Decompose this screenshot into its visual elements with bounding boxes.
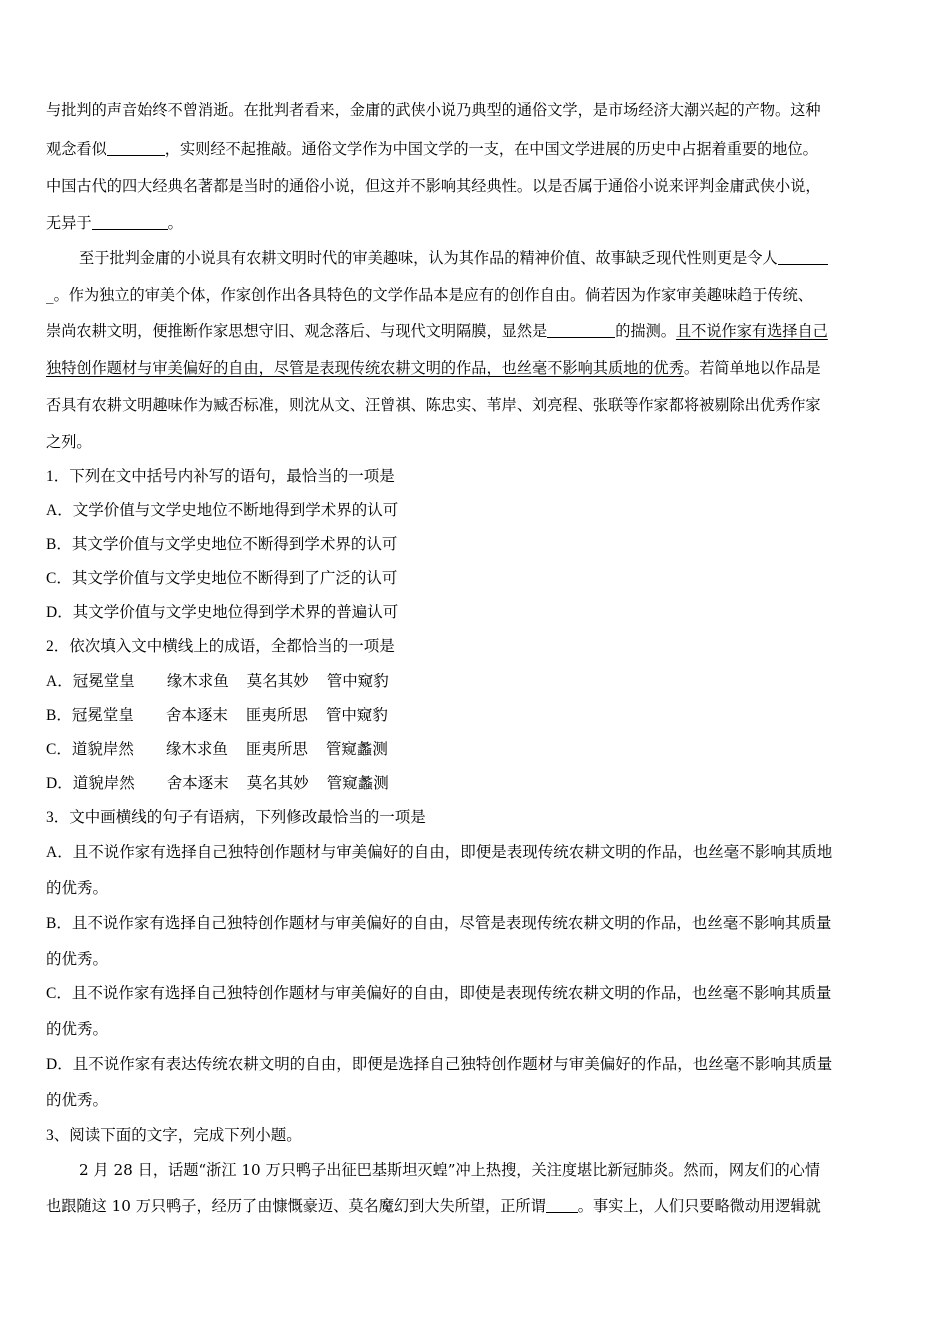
answer-option-cont: 的优秀。 <box>46 1021 109 1038</box>
passage-text: 。 <box>167 214 183 232</box>
passage-text: 无异于 <box>46 214 92 232</box>
fill-blank <box>546 1198 578 1213</box>
answer-option-cont: 的优秀。 <box>46 880 109 897</box>
passage-line: _。作为独立的审美个体，作家创作出各具特色的文学作品本是应有的创作自由。倘若因为作家审美趣味趋于传统、 <box>46 286 813 304</box>
passage-line <box>46 321 828 341</box>
underlined-sentence: 独特创作题材与审美偏好的自由，尽管是表现传统农耕文明的作品，也丝毫不影响其质地的优秀 <box>46 359 684 377</box>
idiom: 舍本逐末 <box>166 775 229 792</box>
passage-line <box>46 139 818 159</box>
passage-line: 否具有农耕文明趣味作为臧否标准，则沈从文、汪曾祺、陈忠实、苇岸、刘亮程、张联等作家都将被剔除出优秀作家 <box>46 396 821 414</box>
idiom: 莫名其妙 <box>246 673 309 690</box>
idiom: A．冠冕堂皇 <box>46 673 135 690</box>
passage-text: 的揣测。 <box>615 322 676 340</box>
passage-line: 与批判的声音始终不曾消逝。在批判者看来，金庸的武侠小说乃典型的通俗文学，是市场经济大潮兴起的产物。这种 <box>46 101 821 119</box>
answer-option: A．且不说作家有选择自己独特创作题材与审美偏好的自由，即便是表现传统农耕文明的作品，也丝毫不影响其质地 <box>46 844 833 861</box>
passage-line: 中国古代的四大经典名著都是当时的通俗小说，但这并不影响其经典性。以是否属于通俗小说来评判金庸武侠小说， <box>46 177 821 195</box>
answer-option <box>46 740 388 760</box>
passage-line <box>46 1196 821 1216</box>
passage-line <box>46 358 821 378</box>
fill-blank <box>778 250 828 265</box>
answer-option <box>46 672 389 692</box>
passage-text: 。若简单地以作品是 <box>683 359 821 377</box>
answer-option: B．其文学价值与文学史地位不断得到学术界的认可 <box>46 536 398 553</box>
answer-option <box>46 774 389 794</box>
question-stem: 1．下列在文中括号内补写的语句，最恰当的一项是 <box>46 468 395 485</box>
passage-line: 2 月 28 日，话题“浙江 10 万只鸭子出征巴基斯坦灭蝗”冲上热搜，关注度堪比新冠肺炎。然而，网友们的心情 <box>79 1161 821 1179</box>
answer-option: B．且不说作家有选择自己独特创作题材与审美偏好的自由，尽管是表现传统农耕文明的作品，也丝毫不影响其质量 <box>46 915 832 932</box>
answer-option: A．文学价值与文学史地位不断地得到学术界的认可 <box>46 502 399 519</box>
question-stem: 2．依次填入文中横线上的成语，全都恰当的一项是 <box>46 638 395 655</box>
idiom: 管中窥豹 <box>326 673 389 690</box>
idiom: B．冠冕堂皇 <box>46 707 134 724</box>
answer-option: C．且不说作家有选择自己独特创作题材与审美偏好的自由，即使是表现传统农耕文明的作品，也丝毫不影响其质量 <box>46 985 832 1002</box>
section-heading: 3、阅读下面的文字，完成下列小题。 <box>46 1127 302 1144</box>
answer-option: C．其文学价值与文学史地位不断得到了广泛的认可 <box>46 570 398 587</box>
idiom: 管窥蠡测 <box>326 775 389 792</box>
question-stem: 3．文中画横线的句子有语病，下列修改最恰当的一项是 <box>46 809 426 826</box>
idiom: C．道貌岸然 <box>46 741 134 758</box>
idiom: D．道貌岸然 <box>46 775 135 792</box>
passage-text: 也跟随这 10 万只鸭子，经历了由慷慨豪迈、莫名魔幻到大失所望，正所谓 <box>46 1197 546 1215</box>
passage-text: ，实则经不起推敲。通俗文学作为中国文学的一支，在中国文学进展的历史中占据着重要的地位。 <box>164 140 818 158</box>
passage-text: 。事实上，人们只要略微动用逻辑就 <box>577 1197 821 1215</box>
idiom: 莫名其妙 <box>246 775 309 792</box>
passage-line <box>46 213 183 233</box>
idiom: 匪夷所思 <box>245 707 308 724</box>
answer-option <box>46 706 388 726</box>
idiom: 缘木求鱼 <box>166 673 229 690</box>
fill-blank <box>92 215 168 230</box>
underlined-sentence: 且不说作家有选择自己 <box>675 322 828 340</box>
answer-option-cont: 的优秀。 <box>46 1092 109 1109</box>
idiom: 管窥蠡测 <box>325 741 388 758</box>
fill-blank <box>107 141 165 156</box>
passage-line <box>79 248 828 268</box>
idiom: 管中窥豹 <box>325 707 388 724</box>
passage-text: 观念看似 <box>46 140 107 158</box>
fill-blank <box>547 323 615 338</box>
passage-text: 至于批判金庸的小说具有农耕文明时代的审美趣味，认为其作品的精神价值、故事缺乏现代性则更是令人 <box>79 249 778 267</box>
idiom: 舍本逐末 <box>165 707 228 724</box>
idiom: 缘木求鱼 <box>165 741 228 758</box>
answer-option: D．其文学价值与文学史地位得到学术界的普遍认可 <box>46 604 399 621</box>
passage-line: 之列。 <box>46 433 92 451</box>
answer-option-cont: 的优秀。 <box>46 951 109 968</box>
idiom: 匪夷所思 <box>245 741 308 758</box>
answer-option: D．且不说作家有表达传统农耕文明的自由，即便是选择自己独特创作题材与审美偏好的作品，也丝毫不影响其质量 <box>46 1056 833 1073</box>
passage-text: 崇尚农耕文明，便推断作家思想守旧、观念落后、与现代文明隔膜，显然是 <box>46 322 548 340</box>
